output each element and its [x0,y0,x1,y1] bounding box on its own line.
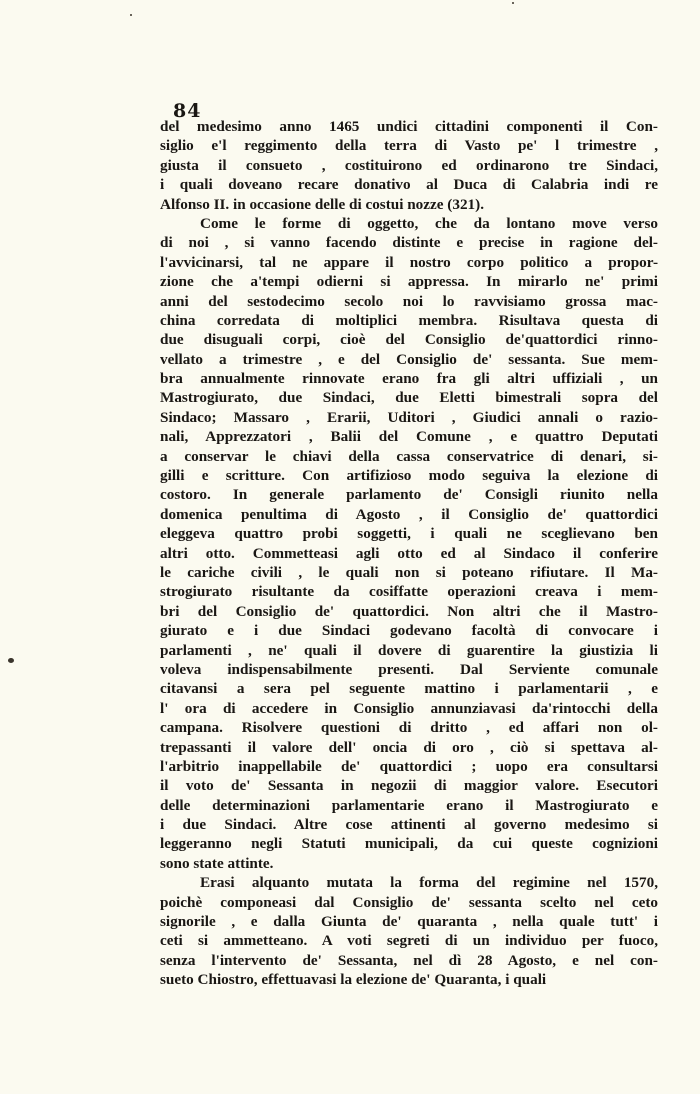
text-line: signorile , e dalla Giunta de' quaranta , nella quale tutt' i [160,913,658,931]
text-line: Mastrogiurato, due Sindaci, due Eletti bimestrali sopra del [160,389,658,407]
text-line: vellato a trimestre , e del Consiglio de' sessanta. Sue mem- [160,350,658,368]
text-line: ceti si ammetteano. A voti segreti di un individuo per fuoco, [160,932,658,950]
text-line: anni del sestodecimo secolo noi lo ravvisiamo grossa mac- [160,292,658,310]
text-line: le cariche civili , le quali non si poteano rifiutare. Il Ma- [160,563,658,581]
text-line: nali, Apprezzatori , Balii del Comune , e quattro Deputati [160,428,658,446]
text-line: costoro. In generale parlamento de' Consigli riunito nella [160,486,658,504]
text-line: voleva indispensabilmente presenti. Dal Serviente comunale [160,660,658,678]
text-line: il voto de' Sessanta in negozii di maggior valore. Esecutori [160,777,658,795]
page-number: 84 [173,100,202,122]
text-line: sueto Chiostro, effettuavasi la elezione de' Quaranta, i quali [160,971,547,989]
text-line: eleggeva quattro probi soggetti, i quali ne sceglievano ben [160,525,658,543]
ink-speck [130,14,132,16]
text-line: Sindaco; Massaro , Erarii, Uditori , Giudici annali o razio- [160,408,658,426]
ink-speck [8,658,14,663]
text-line: Come le forme di oggetto, che da lontano move verso [200,214,658,232]
text-line: gilli e scritture. Con artifizioso modo seguiva la elezione di [160,467,658,485]
text-line: bra annualmente rinnovate erano fra gli altri uffiziali , un [160,370,658,388]
text-line: china corredata di moltiplici membra. Risultava questa di [160,311,658,329]
text-line: citavansi a sera pel seguente mattino i parlamentarii , e [160,680,658,698]
text-line: sono state attinte. [160,854,274,872]
text-line: di noi , si vanno facendo distinte e precise in ragione del- [160,234,658,252]
text-line: parlamenti , ne' quali il dovere di guarentire la giustizia li [160,641,658,659]
paragraph [160,117,658,214]
paragraph [160,214,658,873]
paragraph [160,873,658,989]
text-line: delle determinazioni parlamentarie erano il Mastrogiurato e [160,796,658,814]
ink-speck [512,2,514,4]
text-line: l'avvicinarsi, tal ne appare il nostro corpo politico a propor- [160,253,658,271]
text-line: altri otto. Commetteasi agli otto ed al Sindaco il conferire [160,544,658,562]
text-line: campana. Risolvere questioni di dritto , ed affari non ol- [160,719,658,737]
text-line: trepassanti il valore dell' oncia di oro , ciò si spettava al- [160,738,658,756]
text-line: due disuguali corpi, cioè del Consiglio de'quattordici rinno- [160,331,658,349]
text-line: zione che a'tempi odierni si appressa. In mirarlo ne' primi [160,273,658,291]
text-line: giurato e i due Sindaci godevano facoltà di convocare i [160,622,658,640]
text-line: siglio e'l reggimento della terra di Vasto pe' l trimestre , [160,137,658,155]
text-line: l'arbitrio inappellabile de' quattordici ; uopo era consultarsi [160,757,658,775]
text-line: Erasi alquanto mutata la forma del regimine nel 1570, [200,874,658,892]
text-line: i due Sindaci. Altre cose attinenti al governo medesimo si [160,816,658,834]
text-line: a conservar le chiavi della cassa conservatrice di denari, si- [160,447,658,465]
text-line: l' ora di accedere in Consiglio annunziavasi da'rintocchi della [160,699,658,717]
body-text [160,117,658,990]
text-line: i quali doveano recare donativo al Duca di Calabria indi re [160,176,658,194]
text-line: Alfonso II. in occasione delle di costui nozze (321). [160,195,484,213]
text-line: leggeranno negli Statuti municipali, da cui queste cognizioni [160,835,658,853]
text-line: giusta il consueto , costituirono ed ordinarono tre Sindaci, [160,156,658,174]
text-line: senza l'intervento de' Sessanta, nel dì 28 Agosto, e nel con- [160,951,658,969]
text-line: bri del Consiglio de' quattordici. Non altri che il Mastro- [160,602,658,620]
text-line: poichè componeasi dal Consiglio de' sessanta scelto nel ceto [160,893,658,911]
text-line: domenica penultima di Agosto , il Consiglio de' quattordici [160,505,658,523]
text-line: del medesimo anno 1465 undici cittadini componenti il Con- [160,118,658,135]
text-line: strogiurato risultante da cosiffatte operazioni creava i mem- [160,583,658,601]
